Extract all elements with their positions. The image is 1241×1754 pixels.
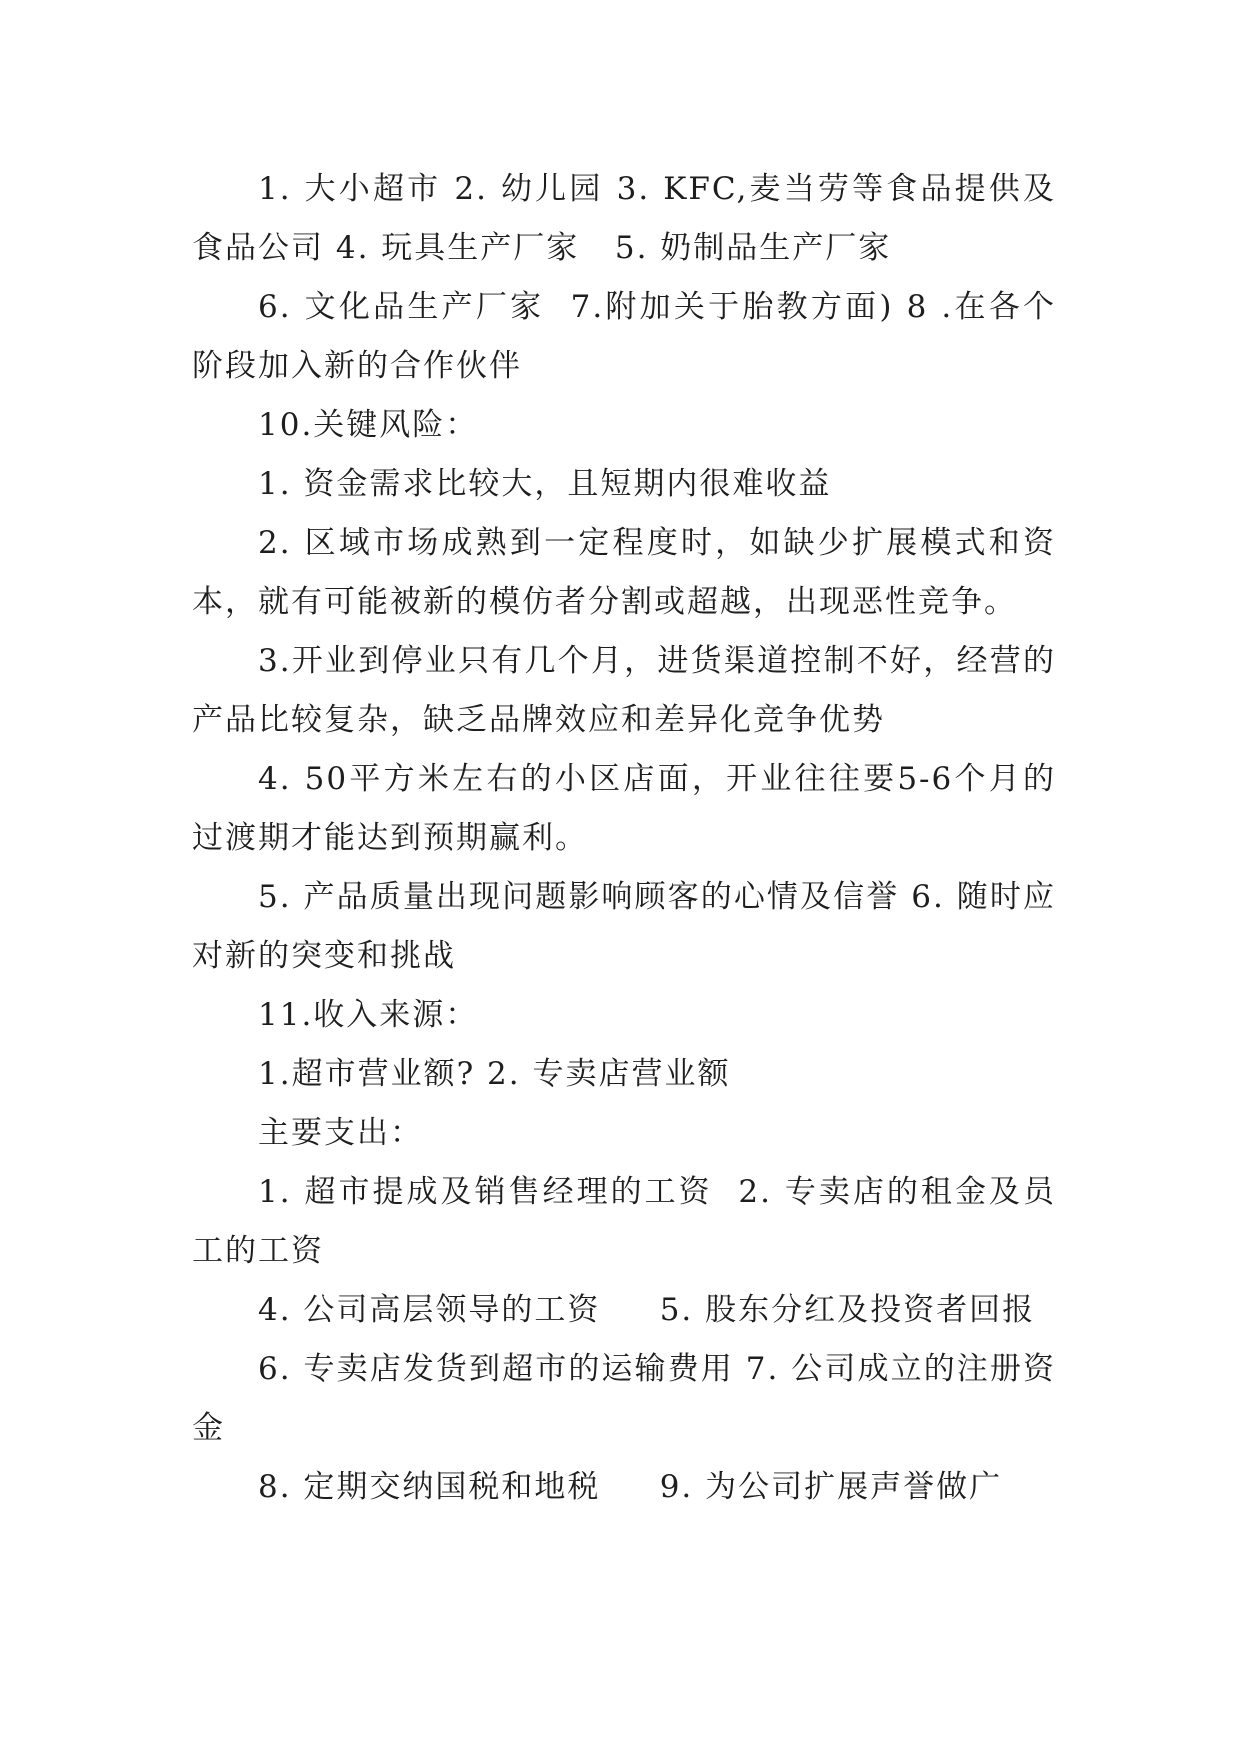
paragraph-partners-2: 6. 文化品生产厂家 7.附加关于胎教方面) 8 .在各个阶段加入新的合作伙伴 (192, 289, 1056, 384)
paragraph-risk-2: 2. 区域市场成熟到一定程度时，如缺少扩展模式和资本，就有可能被新的模仿者分割或超越，出现恶性竞争。 (192, 525, 1056, 620)
heading-revenue-sources: 11.收入来源： (258, 997, 479, 1033)
document-body (192, 160, 1056, 1517)
paragraph-expense-8-9: 8. 定期交纳国税和地税 9. 为公司扩展声誉做广 (258, 1469, 1003, 1505)
heading-key-risks: 10.关键风险： (258, 407, 479, 443)
paragraph-expense-1-2: 1. 超市提成及销售经理的工资 2. 专卖店的租金及员工的工资 (192, 1174, 1056, 1269)
paragraph-expense-4-5: 4. 公司高层领导的工资 5. 股东分红及投资者回报 (258, 1292, 1036, 1328)
paragraph-partners-1: 1. 大小超市 2. 幼儿园 3. KFC,麦当劳等食品提供及食品公司 4. 玩具生产厂家 5. 奶制品生产厂家 (192, 171, 1056, 266)
paragraph-risk-3: 3.开业到停业只有几个月，进货渠道控制不好，经营的产品比较复杂，缺乏品牌效应和差异化竞争优势 (192, 643, 1056, 738)
paragraph-risk-1: 1. 资金需求比较大，且短期内很难收益 (258, 466, 832, 502)
heading-main-expenses: 主要支出： (258, 1115, 423, 1151)
paragraph-risk-5-6: 5. 产品质量出现问题影响顾客的心情及信誉 6. 随时应对新的突变和挑战 (192, 879, 1056, 974)
paragraph-expense-6-7: 6. 专卖店发货到超市的运输费用 7. 公司成立的注册资金 (192, 1351, 1056, 1446)
paragraph-risk-4: 4. 50平方米左右的小区店面，开业往往要5-6个月的过渡期才能达到预期赢利。 (192, 761, 1056, 856)
paragraph-revenue-items: 1.超市营业额? 2. 专卖店营业额 (258, 1056, 731, 1092)
